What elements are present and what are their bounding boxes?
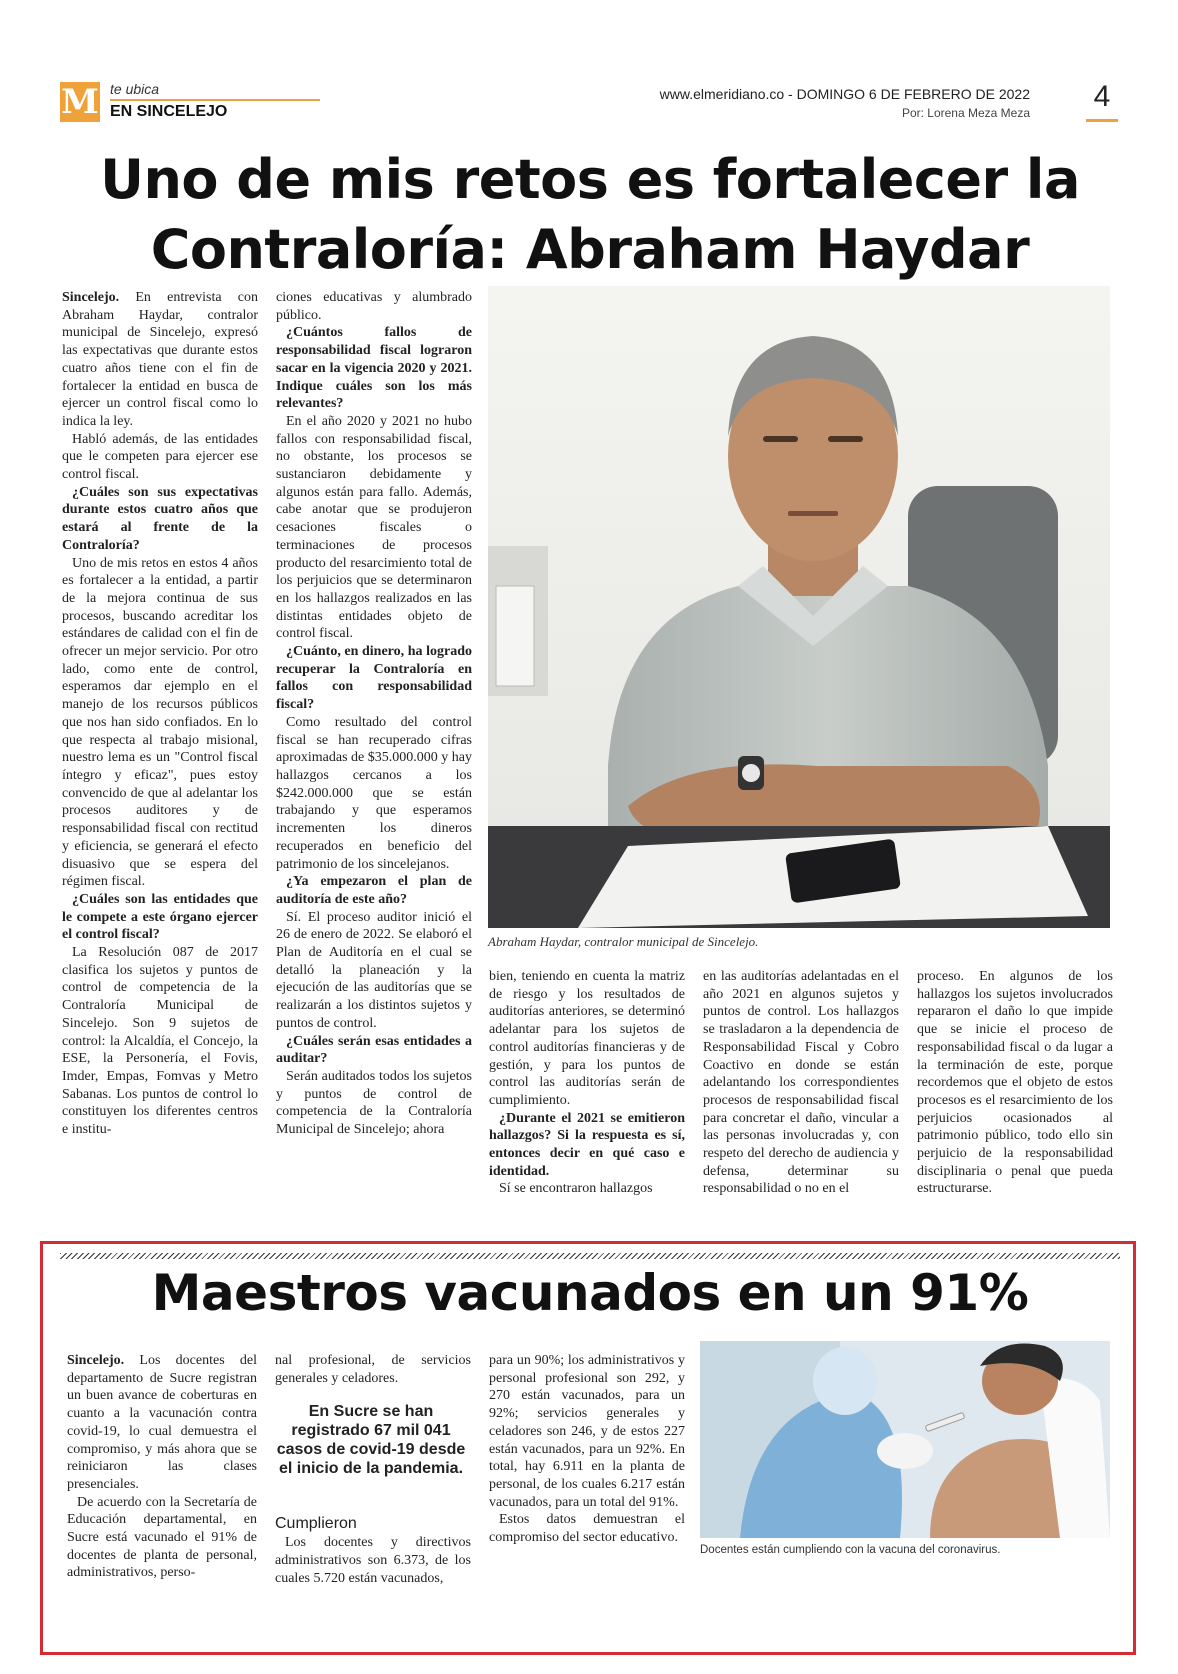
- newspaper-logo: M: [61, 82, 99, 122]
- interview-question: ¿Cuántos fallos de responsabilidad fiscal lograron sacar en la vigencia 2020 y 2021. Indique cuáles son los más relevantes?: [276, 325, 472, 412]
- interview-question: ¿Cuáles son sus expectativas durante estos cuatro años que estará al frente de la Contraloría?: [62, 484, 258, 553]
- interview-question: ¿Cuáles son las entidades que le compete a este órgano ejercer el control fiscal?: [62, 891, 258, 943]
- article2-paragraph: Los docentes y directivos administrativos son 6.373, de los cuales 5.720 están vacunados,: [275, 1535, 471, 1586]
- byline: Por: Lorena Meza Meza: [901, 106, 1030, 120]
- article1-column-4: [703, 968, 899, 1238]
- interview-question: ¿Ya empezaron el plan de auditoría de este año?: [276, 874, 472, 907]
- paragraph-text: En entrevista con Abraham Haydar, contralor municipal de Sincelejo, expresó las expectativas que durante estos cuatro años tiene con el fin de fortalecer la entidad en busca de ejercer un control fiscal como lo indica la ley.: [62, 290, 258, 429]
- page-number: 4: [1093, 80, 1111, 113]
- article2-column-1: [67, 1352, 257, 1612]
- article1-paragraph: bien, teniendo en cuenta la matriz de riesgo y los resultados de auditorías anteriores, se determinó adelantar para los sujetos de control auditorías financieras y de gestión, y para los puntos de control las auditorías serán de cumplimiento.: [489, 969, 685, 1108]
- decorative-hatch-rule: [60, 1253, 1120, 1259]
- article2-paragraph: nal profesional, de servicios generales y celadores.: [275, 1353, 471, 1386]
- portrait-photo: [488, 286, 1110, 928]
- vaccination-photo: [700, 1341, 1110, 1538]
- article1-paragraph: En el año 2020 y 2021 no hubo fallos con responsabilidad fiscal, no obstante, los procesos se sustanciaron debidamente y algunos están para fallo. Además, cabe anotar que se produjeron cesaciones fiscales o terminaciones de procesos producto del resarcimiento total de los perjuicios que se determinaron en los hallazgos realizados en las distintas entidades objeto de control fiscal.: [276, 413, 472, 642]
- vaccination-photo-caption: Docentes están cumpliendo con la vacuna del coronavirus.: [700, 1544, 1001, 1556]
- portrait-photo-caption: Abraham Haydar, contralor municipal de Sincelejo.: [488, 934, 759, 949]
- article1-column-3: [489, 968, 685, 1238]
- section-rule: [110, 99, 320, 101]
- pull-quote: En Sucre se han registrado 67 mil 041 casos de covid-19 desde el inicio de la pandemia.: [276, 1403, 466, 1477]
- main-headline-line2: Contraloría: Abraham Haydar: [150, 218, 1030, 281]
- article1-paragraph: ciones educativas y alumbrado público.: [276, 290, 472, 323]
- article2-paragraph: De acuerdo con la Secretaría de Educación departamental, en Sucre está vacunado el 91% de docentes de planta de personal, administrativos, perso-: [67, 1494, 257, 1581]
- interview-question: ¿Durante el 2021 se emitieron hallazgos? Si la respuesta es sí, entonces decir en qué caso e identidad.: [489, 1110, 685, 1179]
- subhead: Cumplieron: [275, 1515, 357, 1533]
- article2-column-2: [275, 1352, 471, 1612]
- vaccination-illustration: [700, 1341, 1110, 1538]
- article1-paragraph: Sí se encontraron hallazgos: [499, 1181, 653, 1197]
- article1-paragraph: proceso. En algunos de los hallazgos los sujetos involucrados repararon el daño lo que impide que se inicie el proceso de responsabilidad fiscal o da lugar a la terminación de este, porque recordemos que el objeto de estos procesos es el resarcimiento de los perjuicios ocasionados al patrimonio público, todo ello sin perjuicio de la responsabilidad disciplinaria o penal que pueda estructurarse.: [917, 969, 1113, 1197]
- paragraph-text: Los docentes del departamento de Sucre registran un buen avance de coberturas en cuanto a la vacunación contra covid-19, lo cual demuestra el compromiso, y más ahora que se reiniciaron las clases presenciales.: [67, 1353, 257, 1492]
- section-kicker: te ubica: [110, 81, 160, 97]
- article1-paragraph: Serán auditados todos los sujetos y puntos de control de competencia de la Contraloría Municipal de Sincelejo; ahora: [276, 1068, 472, 1138]
- dateline: Sincelejo.: [62, 290, 120, 305]
- article1-paragraph: Como resultado del control fiscal se han recuperado cifras aproximadas de $35.000.000 y hay hallazgos cercanos a los $242.000.000 que se están trabajando y que esperamos incrementen los dineros recuperados en beneficio del patrimonio de los sincelejanos.: [276, 714, 472, 872]
- portrait-illustration: [488, 286, 1110, 928]
- article2-column-3: [489, 1352, 685, 1612]
- article2-paragraph: para un 90%; los administrativos y personal profesional son 292, y 270 están vacunados, para un 92%; servicios generales y celadores son 246, y de estos 227 están vacunados, para un 92%. En total, hay 6.911 en la planta de personal, de los cuales 6.217 están vacunados, para un total del 91%.: [489, 1353, 685, 1510]
- main-headline-line1: Uno de mis retos es fortalecer la: [100, 148, 1080, 211]
- page-number-rule: [1086, 119, 1118, 122]
- article1-paragraph: en las auditorías adelantadas en el año 2021 en algunos sujetos y puntos de control. Los hallazgos se trasladaron a la dependencia de Responsabilidad Fiscal y Cobro Coactivo en donde se están adelantando los correspondientes procesos de responsabilidad fiscal para concretar el daño, vincular a las personas involucradas y, con respeto del derecho de audiencia y defensa, determinar su responsabilidad o no en el: [703, 969, 899, 1197]
- article1-column-5: [917, 968, 1113, 1238]
- second-headline: Maestros vacunados en un 91%: [151, 1264, 1029, 1322]
- main-headline: [40, 145, 1140, 285]
- article1-paragraph: Uno de mis retos en estos 4 años es fortalecer a la entidad, a partir de la mejora continua de sus procesos, buscando acreditar los estándares de calidad con el fin de ofrecer un mejor servicio. Por otro lado, como ente de control, esperamos dar ejemplo en el manejo de los recursos públicos que nos han sido confiados. En lo que respecta al trabajo misional, nuestro lema es un "Control fiscal íntegro y eficaz", pues estoy convencido de que al adelantar los procesos auditores y de responsabilidad fiscal con rectitud y eficiencia, se generará el efecto disuasivo que se espera del régimen fiscal.: [62, 555, 258, 890]
- interview-question: ¿Cuánto, en dinero, ha logrado recuperar la Contraloría en fallos con responsabilidad fiscal?: [276, 644, 472, 713]
- section-name: EN SINCELEJO: [110, 103, 228, 120]
- article1-column-1: [62, 289, 258, 1239]
- article1-paragraph: Habló además, de las entidades que le competen para ejercer ese control fiscal.: [62, 431, 258, 483]
- article2-paragraph: Estos datos demuestran el compromiso del sector educativo.: [489, 1512, 685, 1546]
- article1-paragraph: [62, 289, 258, 431]
- dateline: Sincelejo.: [67, 1353, 125, 1368]
- article1-paragraph: Sí. El proceso auditor inició el 26 de enero de 2022. Se elaboró el Plan de Auditoría en el cual se detalló la planeación y la ejecución de las auditorías que se realizarán a los distintos sujetos y puntos de control.: [276, 909, 472, 1031]
- article1-column-2: [276, 289, 472, 1239]
- site-and-date: www.elmeridiano.co - DOMINGO 6 DE FEBRERO DE 2022: [659, 86, 1030, 102]
- article2-paragraph: [67, 1352, 257, 1494]
- interview-question: ¿Cuáles serán esas entidades a auditar?: [276, 1033, 472, 1067]
- article1-paragraph: La Resolución 087 de 2017 clasifica los sujetos y puntos de control de competencia de la Contraloría Municipal de Sincelejo. Son 9 sujetos de control: la Alcaldía, el Concejo, la ESE, la Personería, el Fovis, Imder, Empas, Fomvas y Metro Sabanas. Los puntos de control lo constituyen los diferentes centros e institu-: [62, 945, 258, 1138]
